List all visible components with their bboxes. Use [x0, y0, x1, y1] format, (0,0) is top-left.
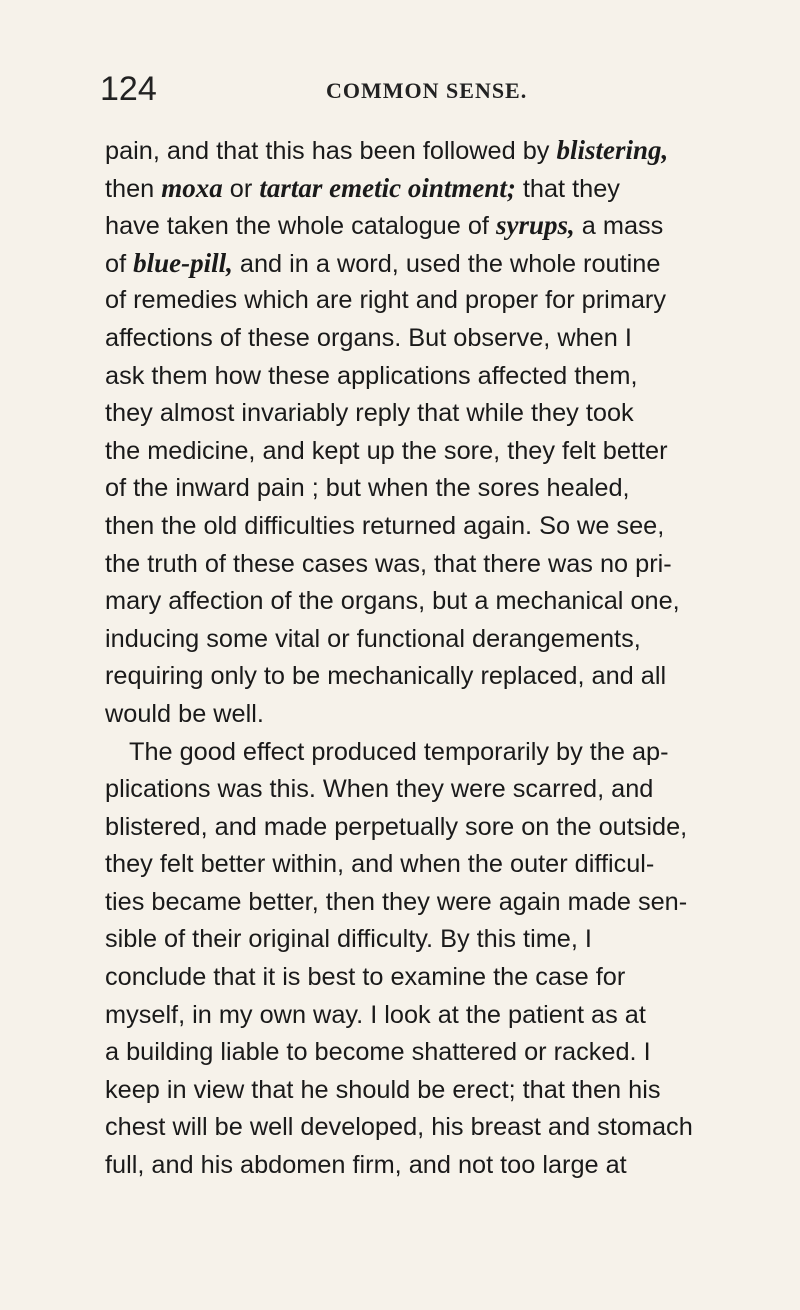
text-run: that they	[515, 174, 620, 203]
text-run: pain, and that this has been followed by	[105, 137, 557, 165]
page-header	[100, 70, 720, 110]
text-line	[105, 997, 785, 1035]
text-line	[105, 1034, 785, 1072]
text-run: have taken the whole catalogue of	[105, 212, 496, 241]
text-line	[105, 696, 785, 734]
text-line	[105, 959, 785, 997]
text-run: a mass	[574, 212, 664, 241]
text-run: keep in view that he should be erect; that then his	[105, 1075, 661, 1104]
running-head: COMMON SENSE.	[326, 78, 528, 103]
text-line	[105, 132, 785, 170]
text-line	[105, 358, 785, 396]
text-run: would be well.	[105, 699, 264, 728]
text-line	[105, 395, 785, 433]
text-line	[105, 320, 785, 358]
text-line	[105, 884, 785, 922]
text-line	[105, 207, 785, 245]
text-run: a building liable to become shattered or racked. I	[105, 1038, 651, 1067]
text-run: myself, in my own way. I look at the patient as at	[105, 1000, 646, 1029]
page-number: 124	[100, 70, 157, 108]
text-line	[105, 921, 785, 959]
body-text	[105, 132, 785, 1185]
text-run: mary affection of the organs, but a mechanical one,	[105, 587, 680, 616]
emphasized-term: syrups,	[495, 210, 575, 241]
text-run: conclude that it is best to examine the case for	[105, 963, 626, 992]
text-line	[105, 846, 785, 884]
text-run: chest will be well developed, his breast and stomach	[105, 1113, 693, 1142]
emphasized-term: moxa	[161, 172, 223, 203]
text-run: requiring only to be mechanically replaced, and all	[105, 662, 667, 691]
text-run: of the inward pain ; but when the sores healed,	[105, 474, 630, 503]
text-line	[105, 245, 785, 283]
text-line	[105, 771, 785, 809]
text-run: then	[105, 174, 162, 203]
text-line	[105, 1147, 785, 1185]
text-run: blistered, and made perpetually sore on the outside,	[105, 812, 688, 841]
text-run: or	[222, 174, 260, 203]
text-run: full, and his abdomen firm, and not too large at	[105, 1151, 627, 1180]
text-run: ask them how these applications affected them,	[105, 361, 638, 390]
text-run: of	[105, 249, 134, 278]
text-run: affections of these organs. But observe, when I	[105, 323, 632, 352]
text-line	[105, 1109, 785, 1147]
text-line	[105, 282, 785, 320]
text-line	[105, 658, 785, 696]
text-run: and in a word, used the whole routine	[232, 249, 661, 278]
text-line	[105, 433, 785, 471]
text-run: they almost invariably reply that while they took	[105, 399, 634, 428]
text-line	[105, 621, 785, 659]
text-run: they felt better within, and when the outer difficul-	[105, 850, 655, 879]
text-run: plications was this. When they were scarred, and	[105, 775, 654, 804]
text-line	[105, 583, 785, 621]
emphasized-term: tartar emetic ointment;	[259, 172, 516, 203]
text-run: ties became better, then they were again made sen-	[105, 887, 688, 916]
emphasized-term: blue-pill,	[133, 247, 233, 278]
text-line	[105, 734, 785, 772]
text-run: the truth of these cases was, that there was no pri-	[105, 549, 672, 578]
text-line	[105, 809, 785, 847]
text-line	[105, 546, 785, 584]
text-line	[105, 170, 785, 208]
text-line	[105, 470, 785, 508]
text-run: the medicine, and kept up the sore, they felt better	[105, 436, 668, 465]
text-run: sible of their original difficulty. By this time, I	[105, 925, 592, 954]
text-run: The good effect produced temporarily by the ap-	[129, 737, 669, 766]
text-line	[105, 1072, 785, 1110]
text-line	[105, 508, 785, 546]
text-run: of remedies which are right and proper for primary	[105, 286, 666, 315]
emphasized-term: blistering,	[556, 135, 669, 165]
text-run: inducing some vital or functional derangements,	[105, 624, 641, 653]
text-run: then the old difficulties returned again. So we see,	[105, 511, 665, 540]
